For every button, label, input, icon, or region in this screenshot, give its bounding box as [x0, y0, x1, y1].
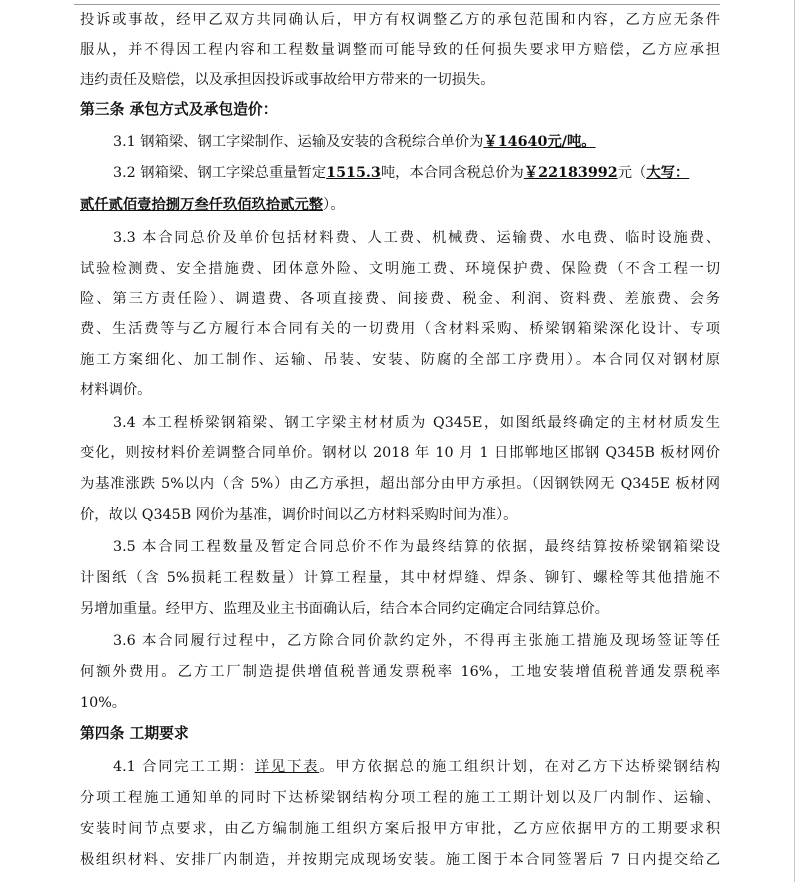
capital-amount: 贰仟贰佰壹拾捌万叁仟玖佰玖拾贰元整 [80, 197, 324, 213]
clause-3-2-cont [80, 193, 720, 217]
text-line: 何额外费用。乙方工厂制造提供增值税普通发票税率 16%，工地安装增值税普通发票税率 [80, 664, 720, 680]
article-3-heading: 第三条 承包方式及承包造价： [80, 101, 278, 118]
unit-price: ￥14640元/吨。 [483, 134, 596, 150]
text-line: 3.3 本合同总价及单价包括材料费、人工费、机械费、运输费、水电费、临时设施费、 [113, 230, 720, 246]
text-line: 3.6 本合同履行过程中，乙方除合同价款约定外，不得再主张施工措施及现场签证等任 [113, 633, 720, 649]
text-line: 安装时间节点要求，由乙方编制施工组织方案后报甲方审批，乙方应依据甲方的工期要求积 [80, 821, 720, 837]
total-price: ￥22183992 [523, 165, 618, 181]
capital-label: 大写： [646, 165, 690, 181]
clause-4-1 [113, 755, 720, 779]
text-line: 试验检测费、安全措施费、团体意外险、文明施工费、环境保护费、保险费（不含工程一切 [80, 261, 720, 277]
text-line: 投诉或事故，经甲乙双方共同确认后，甲方有权调整乙方的承包范围和内容，乙方应无条件 [80, 12, 720, 28]
text-line: 10%。 [80, 695, 127, 711]
see-table-reference: 详见下表 [254, 759, 320, 775]
clause-text: 3.1 钢箱梁、钢工字梁制作、运输及安装的含税综合单价为 [113, 134, 484, 150]
text-line: 3.4 本工程桥梁钢箱梁、钢工字梁主材材质为 Q345E，如图纸最终确定的主材材质发生 [113, 415, 720, 431]
clause-text: 3.2 钢箱梁、钢工字梁总重量暂定 [113, 165, 327, 181]
text-line: 服从，并不得因工程内容和工程数量调整而可能导致的任何损失要求甲方赔偿，乙方应承担 [80, 42, 720, 58]
article-4-heading: 第四条 工期要求 [80, 725, 189, 742]
text-line: 极组织材料、安排厂内制造，并按期完成现场安装。施工图于本合同签署后 7 日内提交给乙 [80, 852, 720, 868]
clause-text: 吨，本合同含税总价为 [380, 165, 524, 181]
clause-text: 4.1 合同完工工期： [113, 759, 255, 775]
clause-text: ）。 [323, 197, 345, 213]
text-line: 施工方案细化、加工制作、运输、吊装、安装、防腐的全部工序费用）。本合同仅对钢材原 [80, 352, 720, 368]
top-divider [74, 4, 720, 5]
text-line: 价，故以 Q345B 网价为基准，调价时间以乙方材料采购时间为准）。 [80, 507, 518, 523]
clause-3-1 [113, 130, 720, 154]
text-line: 违约责任及赔偿，以及承担因投诉或事故给甲方带来的一切损失。 [80, 72, 495, 88]
clause-text: 。甲方依据总的施工组织计划，在对乙方下达桥梁钢结构 [319, 759, 720, 775]
text-line: 计图纸（含 5%损耗工程数量）计算工程量，其中材焊缝、焊条、铆钉、螺栓等其他措施不 [80, 570, 720, 586]
text-line: 费、生活费等与乙方履行本合同有关的一切费用（含材料采购、桥梁钢箱梁深化设计、专项 [80, 321, 720, 337]
text-line: 材料调价。 [80, 382, 152, 398]
text-line: 另增加重量。经甲方、监理及业主书面确认后，结合本合同约定确定合同结算总价。 [80, 601, 609, 617]
text-line: 险、第三方责任险）、调遣费、各项直接费、间接费、税金、利润、资料费、差旅费、会务 [80, 291, 720, 307]
text-line: 分项工程施工通知单的同时下达桥梁钢结构分项工程的施工工期计划以及厂内制作、运输、 [80, 790, 720, 806]
clause-3-2 [113, 161, 720, 185]
text-line: 变化，则按材料价差调整合同单价。钢材以 2018 年 10 月 1 日邯郸地区邯钢 Q345B 板材网价 [80, 445, 720, 461]
text-line: 为基准涨跌 5%以内（含 5%）由乙方承担，超出部分由甲方承担。（因钢铁网无 Q345E 板材网 [80, 476, 720, 492]
total-weight: 1515.3 [326, 165, 381, 181]
text-line: 3.5 本合同工程数量及暂定合同总价不作为最终结算的依据，最终结算按桥梁钢箱梁设 [113, 539, 720, 555]
right-edge [794, 0, 795, 882]
clause-text: 元（ [617, 165, 647, 181]
